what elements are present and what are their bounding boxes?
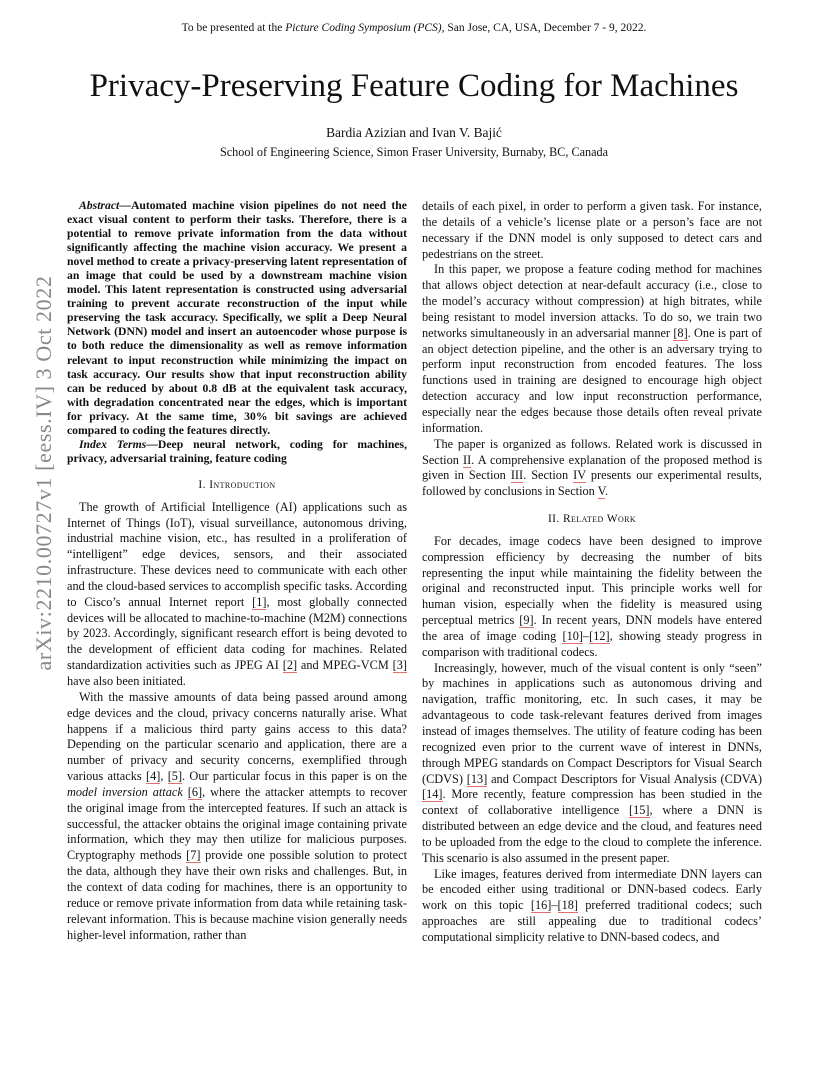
citation-link[interactable]: [13] xyxy=(466,771,488,786)
citation-link[interactable]: [7] xyxy=(186,848,201,863)
arxiv-sidebar-stamp xyxy=(24,275,64,671)
section-link[interactable]: IV xyxy=(573,468,586,483)
citation-link[interactable]: [6] xyxy=(187,784,203,799)
paragraph: Like images, features derived from intermediate DNN layers can be encoded either using traditional or DNN-based codecs. Early work on this topic [16]–[18] preferred traditional codecs; such approaches are still appealing due to traditional codecs’ computational simplicity relative to DNN-based codecs, and xyxy=(422,866,762,944)
citation-link[interactable]: [4] xyxy=(145,769,161,784)
paragraph: details of each pixel, in order to perform a given task. For instance, the details of a vehicle’s license plate or a person’s face are not necessary if the DNN model is only supposed to detect cars and pedestrians on the street. xyxy=(422,199,762,261)
section-heading-introduction: I. Introduction xyxy=(198,478,276,491)
paragraph: With the massive amounts of data being passed around among edge devices and the cloud, privacy concerns naturally arise. What happens if a malicious third party gains access to this data? Depending on the particular scenario and application, there are a number of privacy and security concerns, exemplified through various attacks [4], [5]. Our particular focus in this paper is on the model inversion attack [6], where the attacker attempts to recover the original image from the intercepted features. If such an attack is successful, the attacker obtains the original image containing private information, which they may then utilize for malicious purposes. Cryptography methods [7] provide one possible solution to protect the data, although they have their own risks and challenges. But, in the context of data coding for machines, there is an opportunity to reduce or remove private information from data while retaining task-relevant information. This is because machine vision generally needs higher-level information, rather than xyxy=(67,689,408,942)
paragraph: In this paper, we propose a feature coding method for machines that allows object detection at near-default accuracy (i.e., close to the model’s accuracy without compression) at high bitrates, while being resistant to model inversion attacks. To do so, we train two networks simultaneously in an adversarial manner [8]. One is part of an object detection pipeline, and the other is an adversary trying to perform input reconstruction from encoded features. The loss functions used in training are designed to encourage high object detection accuracy and low input reconstruction performance, especially near the edges because those details often reveal private information. xyxy=(422,262,762,435)
emphasis: model inversion attack xyxy=(67,784,183,799)
abstract-label: Abstract xyxy=(79,199,120,212)
section-link[interactable]: II xyxy=(463,452,472,467)
paper-title: Privacy-Preserving Feature Coding for Machines xyxy=(89,68,739,104)
citation-link[interactable]: [14] xyxy=(422,787,443,802)
paragraph: Increasingly, however, much of the visual content is only “seen” by machines in applications such as autonomous driving and navigation, traffic monitoring, etc. In such cases, it may be advantageous to code task-relevant features derived from images instead of images themselves. The utility of feature coding has been recognized even prior to the current wave of interest in DNNs, through MPEG standards on Compact Descriptors for Visual Search (CDVS) [13] and Compact Descriptors for Visual Analysis (CDVA) [14]. More recently, feature compression has been studied in the context of collaborative intelligence [15], where a DNN is distributed between an edge device and the cloud, and features need to be uploaded from the edge to the cloud to complete the inference. This scenario is also assumed in the present paper. xyxy=(422,660,762,865)
paper-authors: Bardia Azizian and Ivan V. Bajić xyxy=(326,125,502,140)
index-terms: Index Terms—Deep neural network, coding for machines, privacy, adversarial training, feature coding xyxy=(67,437,407,465)
conference-header: To be presented at the Picture Coding Symposium (PCS), San Jose, CA, USA, December 7 - 9, 2022. xyxy=(181,22,647,34)
citation-link[interactable]: [9] xyxy=(519,613,534,628)
citation-link[interactable]: [12] xyxy=(589,628,610,643)
citation-link[interactable]: [5] xyxy=(167,769,183,784)
section-link[interactable]: III xyxy=(510,468,524,483)
paragraph: For decades, image codecs have been designed to improve compression efficiency by decreasing the number of bits representing the input while maintaining the fidelity between the original and reconstructed input. This principle works well for human vision, especially when the fidelity is measured using perceptual metrics [9]. In recent years, DNN models have entered the area of image coding [10]–[12], showing steady progress in comparison with traditional codecs. xyxy=(422,533,762,659)
citation-link[interactable]: [2] xyxy=(282,658,298,673)
citation-link[interactable]: [16] xyxy=(530,898,552,913)
section-heading-related-work: II. Related Work xyxy=(547,513,637,526)
paragraph: The paper is organized as follows. Related work is discussed in Section II. A comprehensive explanation of the proposed method is given in Section III. Section IV presents our experimental results, followed by conclusions in Section V. xyxy=(422,436,763,499)
left-column xyxy=(67,199,407,943)
paper-affiliation: School of Engineering Science, Simon Fraser University, Burnaby, BC, Canada xyxy=(219,145,608,159)
section-link[interactable]: V xyxy=(597,484,605,499)
citation-link[interactable]: [8] xyxy=(673,325,688,340)
paragraph: The growth of Artificial Intelligence (AI) applications such as Internet of Things (IoT), visual surveillance, autonomous driving, industrial machine vision, etc., has resulted in a proliferation of “intelligent” edge devices, sensors, and their associated infrastructure. These devices need to communicate with each other and the cloud-based services to accomplish specific tasks. According to Cisco’s annual Internet report [1], most globally connected devices will be allocated to machine-to-machine (M2M) connections by 2023. Accordingly, significant research effort is being devoted to the development of efficient data coding for machines. Related standardization activities such as JPEG AI [2] and MPEG-VCM [3] have also been initiated. xyxy=(67,499,408,689)
citation-link[interactable]: [1] xyxy=(252,594,267,609)
citation-link[interactable]: [18] xyxy=(557,898,579,913)
venue-name: Picture Coding Symposium (PCS) xyxy=(285,22,442,34)
index-terms-label: Index Terms xyxy=(79,437,147,451)
arxiv-identifier: arXiv:2210.00727v1 [eess.IV] 3 Oct 2022 xyxy=(31,275,56,671)
citation-link[interactable]: [15] xyxy=(629,803,650,818)
citation-link[interactable]: [3] xyxy=(392,658,407,673)
abstract: Abstract—Automated machine vision pipelines do not need the exact visual content to perform their tasks. Therefore, there is a potential to remove private information from the data without significantly affecting the machine vision accuracy. We present a novel method to create a privacy-preserving latent representation of an image that could be used by a downstream machine vision model. This latent representation is constructed using adversarial training to prevent accurate reconstruction of the input while preserving the task accuracy. Specifically, we split a Deep Neural Network (DNN) model and insert an autoencoder whose purpose is to both reduce the dimensionality as well as remove information relevant to input reconstruction while minimizing the impact on task accuracy. Our results show that input reconstruction ability can be reduced by about 0.8 dB at the equivalent task accuracy, with degradation concentrated near the edges, which is important for privacy. At the same time, 30% bit savings are achieved compared to coding the features directly. xyxy=(67,199,407,437)
right-column xyxy=(422,199,762,946)
citation-link[interactable]: [10] xyxy=(562,628,583,643)
